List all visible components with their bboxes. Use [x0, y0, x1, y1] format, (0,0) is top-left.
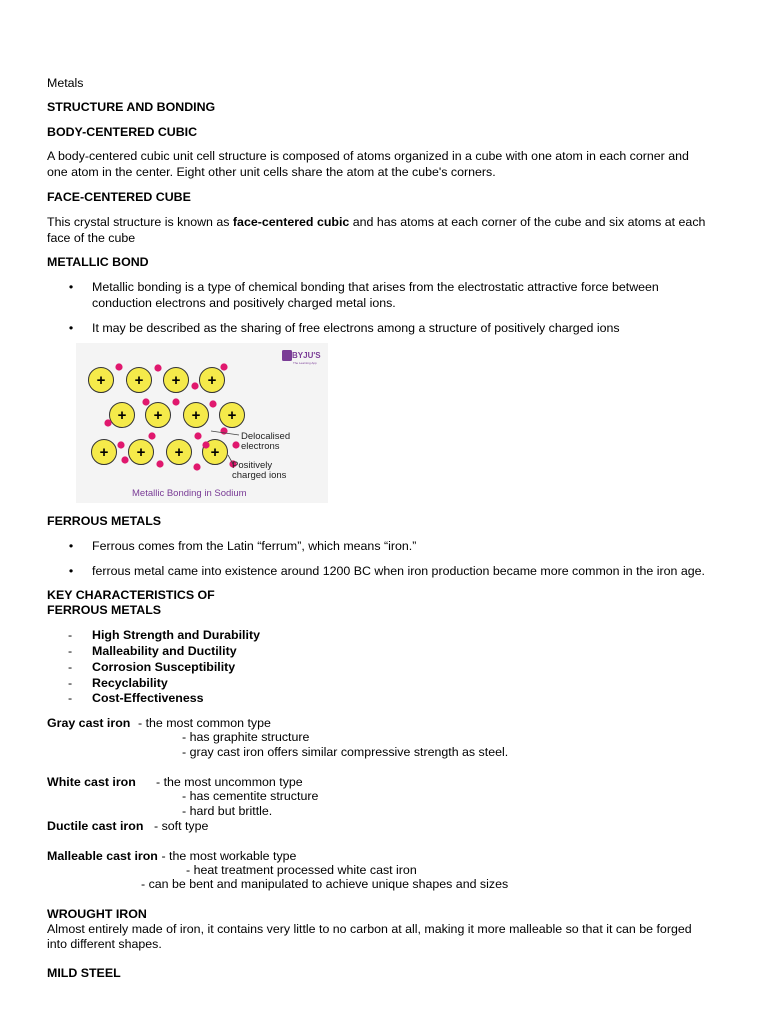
white-cast-iron-line-1: - the most uncommon type [156, 775, 303, 789]
ferrous-bullet-1: Ferrous comes from the Latin “ferrum”, which means “iron.” [92, 539, 417, 553]
electron-dot [202, 441, 209, 448]
metallic-bullet-2: It may be described as the sharing of free electrons among a structure of positively charged ions [92, 321, 620, 335]
electron-dot [220, 363, 227, 370]
fcc-text-pre: This crystal structure is known as [47, 215, 233, 229]
electron-dot [117, 441, 124, 448]
byjus-tagline: The Learning App [293, 361, 317, 365]
plus-sign: + [227, 407, 237, 424]
heading-mild-steel: MILD STEEL [47, 966, 121, 980]
bcc-paragraph-line-2: one atom in the center. Eight other unit cells share the atom at the cube's corners. [47, 165, 496, 179]
electron-dot [209, 400, 216, 407]
white-cast-iron-line-2: - has cementite structure [182, 789, 319, 803]
white-cast-iron-line-3: - hard but brittle. [182, 804, 273, 818]
electron-dot [193, 463, 200, 470]
gray-cast-iron-line-1: - the most common type [138, 716, 271, 730]
key-char-item: Malleability and Ductility [92, 644, 237, 658]
label-positively: Positively [232, 460, 273, 471]
key-char-item: High Strength and Durability [92, 628, 260, 642]
label-charged-ions: charged ions [232, 470, 287, 481]
positive-ions [89, 368, 245, 465]
electron-dot [121, 456, 128, 463]
ductile-cast-iron-name: Ductile cast iron [47, 819, 144, 833]
electron-dot [154, 364, 161, 371]
electron-dot [191, 382, 198, 389]
fcc-text-post: and has atoms at each corner of the cube and six atoms at each [349, 215, 706, 229]
electron-dot [142, 398, 149, 405]
bullet-marker: • [68, 280, 74, 294]
metallic-bullet-1-line-1: Metallic bonding is a type of chemical bonding that arises from the electrostatic attractive force between [92, 280, 659, 294]
heading-key-characteristics-2: FERROUS METALS [47, 603, 162, 617]
plus-sign: + [96, 372, 106, 389]
ductile-cast-iron-line-1: - soft type [154, 819, 209, 833]
bullet-marker: • [68, 321, 74, 335]
dash-marker: - [68, 644, 73, 658]
dash-marker: - [68, 676, 73, 690]
plus-sign: + [134, 372, 144, 389]
key-char-item: Recyclability [92, 676, 168, 690]
byjus-logo-mark [282, 350, 292, 361]
plus-sign: + [210, 444, 220, 461]
plus-sign: + [153, 407, 163, 424]
plus-sign: + [174, 444, 184, 461]
dash-marker: - [68, 691, 73, 705]
gray-cast-iron-line-3: - gray cast iron offers similar compressive strength as steel. [182, 745, 509, 759]
electron-dot [156, 460, 163, 467]
key-char-item: Corrosion Susceptibility [92, 660, 236, 674]
label-electrons: electrons [241, 441, 280, 452]
malleable-cast-iron-name: Malleable cast iron [47, 849, 158, 863]
plus-sign: + [99, 444, 109, 461]
wrought-iron-line-2: into different shapes. [47, 937, 162, 951]
malleable-cast-iron-line-2: - heat treatment processed white cast iron [186, 863, 417, 877]
electron-dot [104, 419, 111, 426]
bullet-marker: • [68, 539, 74, 553]
heading-bcc: BODY-CENTERED CUBIC [47, 125, 198, 139]
plus-sign: + [207, 372, 217, 389]
label-delocalised: Delocalised [241, 431, 291, 442]
bullet-marker: • [68, 564, 74, 578]
heading-ferrous-metals: FERROUS METALS [47, 514, 162, 528]
electron-dot [232, 441, 239, 448]
ferrous-bullet-2: ferrous metal came into existence around 1200 BC when iron production became more common in the iron age. [92, 564, 705, 578]
plus-sign: + [171, 372, 181, 389]
figure-caption: Metallic Bonding in Sodium [132, 488, 247, 499]
wrought-iron-line-1: Almost entirely made of iron, it contains very little to no carbon at all, making it more malleable so that it can be forged [47, 922, 692, 936]
dash-marker: - [68, 660, 73, 674]
plus-sign: + [117, 407, 127, 424]
heading-structure-bonding: STRUCTURE AND BONDING [47, 100, 216, 114]
heading-fcc: FACE-CENTERED CUBE [47, 190, 191, 204]
heading-key-characteristics-1: KEY CHARACTERISTICS OF [47, 588, 215, 602]
heading-metallic-bond: METALLIC BOND [47, 255, 149, 269]
gray-cast-iron-line-2: - has graphite structure [182, 730, 310, 744]
metallic-bullet-1-line-2: conduction electrons and positively charged metal ions. [92, 296, 396, 310]
dash-marker: - [68, 628, 73, 642]
heading-wrought-iron: WROUGHT IRON [47, 907, 147, 921]
white-cast-iron-name: White cast iron [47, 775, 136, 789]
malleable-cast-iron-line-3: - can be bent and manipulated to achieve unique shapes and sizes [141, 877, 509, 891]
key-char-item: Cost-Effectiveness [92, 691, 204, 705]
plus-sign: + [191, 407, 201, 424]
fcc-paragraph-line-1 [47, 215, 705, 230]
fcc-paragraph-line-2: face of the cube [47, 231, 136, 245]
metallic-bonding-figure [76, 343, 328, 503]
doc-title: Metals [47, 76, 84, 90]
electron-dot [194, 432, 201, 439]
plus-sign: + [136, 444, 146, 461]
malleable-cast-iron-line-1: - the most workable type [158, 849, 297, 863]
electron-dot [148, 432, 155, 439]
gray-cast-iron-name: Gray cast iron [47, 716, 131, 730]
bcc-paragraph-line-1: A body-centered cubic unit cell structure is composed of atoms organized in a cube with one atom in each corner and [47, 149, 689, 163]
electron-dot [115, 363, 122, 370]
electron-dot [172, 398, 179, 405]
byjus-brand: BYJU'S [292, 351, 321, 360]
fcc-text-bold: face-centered cubic [232, 215, 350, 229]
